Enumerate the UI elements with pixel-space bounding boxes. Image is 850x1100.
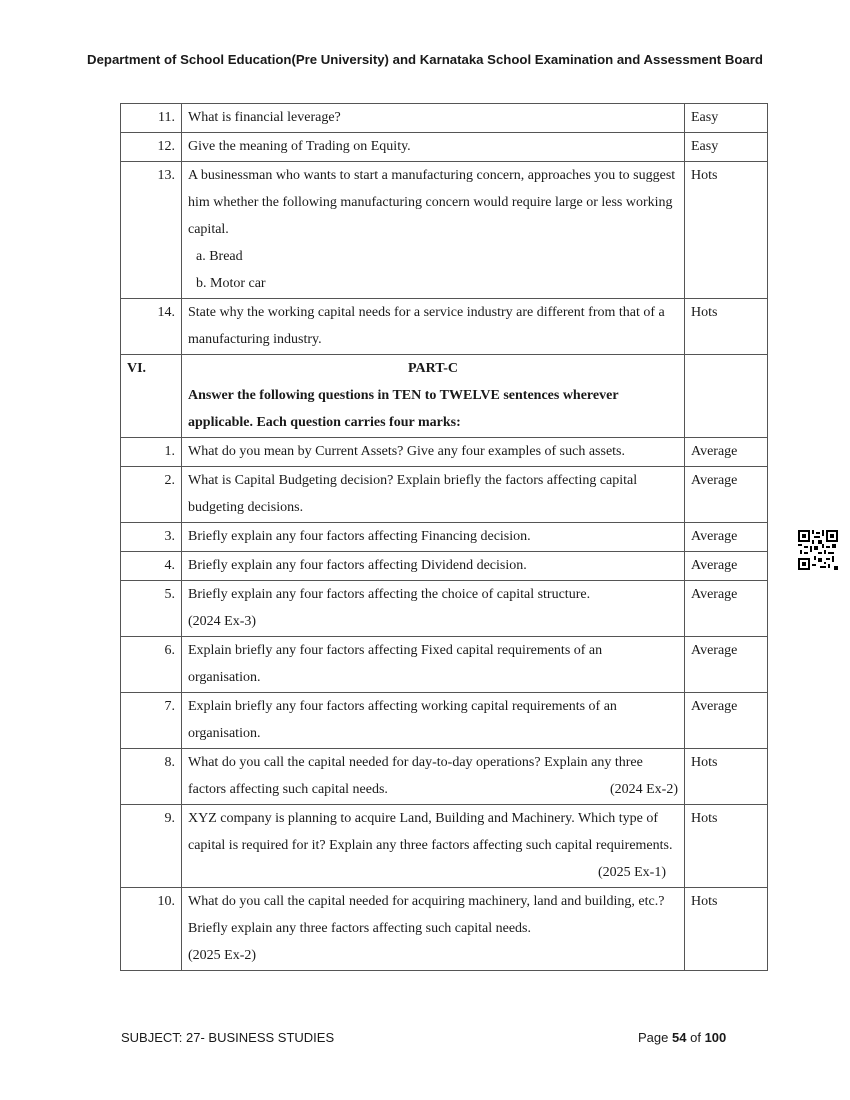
question-cell [182, 581, 685, 637]
question-text: Give the meaning of Trading on Equity. [182, 133, 685, 162]
difficulty-level: Average [685, 523, 768, 552]
question-number: 11. [121, 104, 182, 133]
table-row [121, 523, 768, 552]
table-row [121, 299, 768, 355]
question-number: 8. [121, 749, 182, 805]
part-instruction: Answer the following questions in TEN to TWELVE sentences wherever applicable. Each question carries four marks: [188, 388, 619, 430]
table-row [121, 467, 768, 523]
table-row [121, 104, 768, 133]
table-row [121, 637, 768, 693]
question-text: Briefly explain any four factors affecting Dividend decision. [182, 552, 685, 581]
table-row [121, 805, 768, 888]
question-text: Briefly explain any four factors affecting the choice of capital structure. [188, 587, 591, 602]
option-b: b. Motor car [196, 276, 266, 291]
question-table [120, 103, 768, 971]
difficulty-level: Average [685, 637, 768, 693]
question-text: What do you call the capital needed for acquiring machinery, land and building, etc.? Briefly explain any three factors affecting such capital needs. [188, 894, 665, 936]
question-number: 5. [121, 581, 182, 637]
exam-reference: (2025 Ex-1) [597, 865, 666, 880]
table-row [121, 888, 768, 971]
page-current: 54 [672, 1030, 687, 1045]
part-header-row [121, 355, 768, 438]
exam-reference: (2024 Ex-2) [609, 782, 678, 797]
table-row [121, 162, 768, 299]
footer-page-number [638, 1030, 726, 1045]
difficulty-level: Hots [685, 299, 768, 355]
question-number: 1. [121, 438, 182, 467]
question-text: What do you mean by Current Assets? Give any four examples of such assets. [182, 438, 685, 467]
question-text: State why the working capital needs for a service industry are different from that of a manufacturing industry. [182, 299, 685, 355]
difficulty-level: Average [685, 693, 768, 749]
table-row [121, 552, 768, 581]
question-number: 3. [121, 523, 182, 552]
table-row [121, 693, 768, 749]
question-number: 13. [121, 162, 182, 299]
option-a: a. Bread [196, 249, 243, 264]
question-number: 14. [121, 299, 182, 355]
question-text: What is Capital Budgeting decision? Explain briefly the factors affecting capital budgeting decisions. [182, 467, 685, 523]
question-number: 12. [121, 133, 182, 162]
page-of: of [690, 1030, 701, 1045]
section-roman-numeral: VI. [121, 355, 182, 438]
difficulty-level: Average [685, 438, 768, 467]
exam-reference: (2024 Ex-3) [188, 614, 257, 629]
page-header: Department of School Education(Pre University) and Karnataka School Examination and Assessment Board [87, 52, 763, 67]
question-number: 6. [121, 637, 182, 693]
question-number: 2. [121, 467, 182, 523]
footer-subject: SUBJECT: 27- BUSINESS STUDIES [121, 1030, 335, 1045]
difficulty-level: Hots [685, 162, 768, 299]
question-cell [182, 805, 685, 888]
question-number: 9. [121, 805, 182, 888]
part-header-cell [182, 355, 685, 438]
table-row [121, 581, 768, 637]
exam-reference: (2025 Ex-2) [188, 948, 257, 963]
table-row [121, 133, 768, 162]
question-text: What is financial leverage? [182, 104, 685, 133]
question-text: Briefly explain any four factors affecting Financing decision. [182, 523, 685, 552]
difficulty-level: Hots [685, 888, 768, 971]
page-total: 100 [704, 1030, 727, 1045]
question-number: 7. [121, 693, 182, 749]
question-text: Explain briefly any four factors affecting Fixed capital requirements of an organisation. [182, 637, 685, 693]
question-text: Explain briefly any four factors affecting working capital requirements of an organisation. [182, 693, 685, 749]
question-number: 10. [121, 888, 182, 971]
difficulty-level: Average [685, 467, 768, 523]
table-row [121, 749, 768, 805]
question-text: XYZ company is planning to acquire Land, Building and Machinery. Which type of capital is required for it? Explain any three factors affecting such capital requirements. [188, 811, 673, 853]
question-number: 4. [121, 552, 182, 581]
question-cell [182, 749, 685, 805]
question-cell [182, 162, 685, 299]
empty-cell [685, 355, 768, 438]
difficulty-level: Average [685, 581, 768, 637]
table-row [121, 438, 768, 467]
difficulty-level: Average [685, 552, 768, 581]
part-title: PART-C [407, 361, 459, 376]
difficulty-level: Hots [685, 749, 768, 805]
difficulty-level: Easy [685, 133, 768, 162]
qr-code-icon [798, 530, 838, 570]
difficulty-level: Easy [685, 104, 768, 133]
question-text: What do you call the capital needed for day-to-day operations? Explain any three factors affecting such capital needs. [188, 755, 643, 797]
page-label: Page [638, 1030, 669, 1045]
difficulty-level: Hots [685, 805, 768, 888]
question-cell [182, 888, 685, 971]
question-text: A businessman who wants to start a manufacturing concern, approaches you to suggest him whether the following manufacturing concern would require large or less working capital. [188, 168, 676, 237]
